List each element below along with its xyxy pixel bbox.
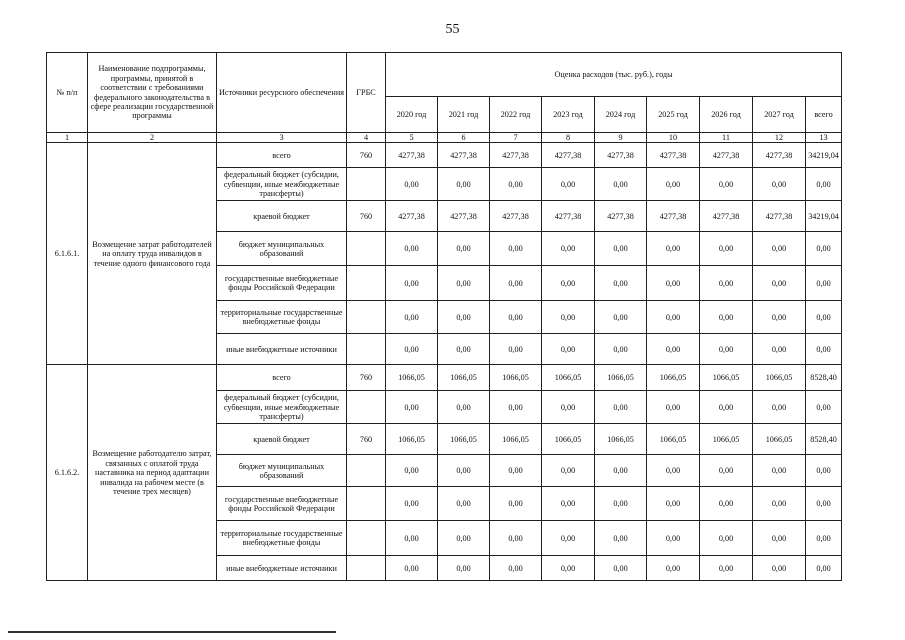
year-value: 0,00 xyxy=(438,521,490,556)
year-value: 1066,05 xyxy=(700,424,753,455)
grbs-code xyxy=(347,521,386,556)
year-value: 1066,05 xyxy=(490,424,542,455)
funding-source: федеральный бюджет (субсидии, субвенции, иные межбюджетные трансферты) xyxy=(217,391,347,424)
year-value: 0,00 xyxy=(595,301,647,334)
year-value: 0,00 xyxy=(386,487,438,521)
year-value: 0,00 xyxy=(438,487,490,521)
year-value: 1066,05 xyxy=(490,365,542,391)
year-value: 0,00 xyxy=(595,487,647,521)
year-value: 0,00 xyxy=(386,391,438,424)
year-value: 0,00 xyxy=(753,521,806,556)
year-value: 0,00 xyxy=(647,168,700,201)
header-total: всего xyxy=(806,97,842,133)
year-value: 1066,05 xyxy=(386,424,438,455)
year-value: 0,00 xyxy=(595,455,647,487)
grbs-code: 760 xyxy=(347,201,386,232)
column-number: 5 xyxy=(386,133,438,143)
total-value: 0,00 xyxy=(806,334,842,365)
year-value: 0,00 xyxy=(438,168,490,201)
year-value: 0,00 xyxy=(700,334,753,365)
year-value: 4277,38 xyxy=(438,201,490,232)
year-value: 0,00 xyxy=(438,556,490,581)
year-value: 0,00 xyxy=(386,168,438,201)
year-value: 4277,38 xyxy=(542,143,595,168)
footer-rule xyxy=(8,631,336,633)
year-value: 1066,05 xyxy=(438,424,490,455)
header-year: 2022 год xyxy=(490,97,542,133)
year-value: 0,00 xyxy=(647,455,700,487)
section-code: 6.1.6.1. xyxy=(47,143,88,365)
grbs-code xyxy=(347,232,386,266)
grbs-code xyxy=(347,556,386,581)
total-value: 34219,04 xyxy=(806,143,842,168)
funding-source: бюджет муниципальных образований xyxy=(217,232,347,266)
year-value: 0,00 xyxy=(595,168,647,201)
year-value: 4277,38 xyxy=(753,201,806,232)
column-number-row xyxy=(47,133,842,143)
section-name: Возмещение работодателю затрат, связанных с оплатой труда наставника на период адаптации инвалида на рабочем месте (в течение трех месяцев) xyxy=(88,365,217,581)
grbs-code xyxy=(347,487,386,521)
year-value: 0,00 xyxy=(753,266,806,301)
year-value: 1066,05 xyxy=(647,424,700,455)
header-year: 2021 год xyxy=(438,97,490,133)
year-value: 0,00 xyxy=(490,334,542,365)
column-number: 10 xyxy=(647,133,700,143)
year-value: 1066,05 xyxy=(753,365,806,391)
total-value: 0,00 xyxy=(806,391,842,424)
funding-source: краевой бюджет xyxy=(217,201,347,232)
year-value: 0,00 xyxy=(438,334,490,365)
column-number: 1 xyxy=(47,133,88,143)
year-value: 1066,05 xyxy=(700,365,753,391)
column-number: 9 xyxy=(595,133,647,143)
year-value: 4277,38 xyxy=(700,143,753,168)
year-value: 0,00 xyxy=(753,168,806,201)
year-value: 0,00 xyxy=(647,232,700,266)
year-value: 0,00 xyxy=(490,391,542,424)
year-value: 0,00 xyxy=(386,232,438,266)
column-number: 7 xyxy=(490,133,542,143)
column-number: 3 xyxy=(217,133,347,143)
year-value: 0,00 xyxy=(386,266,438,301)
year-value: 0,00 xyxy=(753,455,806,487)
year-value: 0,00 xyxy=(542,487,595,521)
column-number: 4 xyxy=(347,133,386,143)
header-year: 2023 год xyxy=(542,97,595,133)
total-value: 0,00 xyxy=(806,521,842,556)
column-number: 13 xyxy=(806,133,842,143)
year-value: 0,00 xyxy=(438,455,490,487)
funding-source: краевой бюджет xyxy=(217,424,347,455)
year-value: 0,00 xyxy=(542,391,595,424)
year-value: 0,00 xyxy=(438,266,490,301)
year-value: 0,00 xyxy=(700,391,753,424)
funding-source: государственные внебюджетные фонды Российской Федерации xyxy=(217,266,347,301)
year-value: 0,00 xyxy=(542,168,595,201)
year-value: 0,00 xyxy=(647,301,700,334)
total-value: 0,00 xyxy=(806,266,842,301)
year-value: 0,00 xyxy=(386,301,438,334)
section-name: Возмещение затрат работодателей на оплату труда инвалидов в течение одного финансового года xyxy=(88,143,217,365)
year-value: 4277,38 xyxy=(386,143,438,168)
year-value: 0,00 xyxy=(438,232,490,266)
year-value: 0,00 xyxy=(595,521,647,556)
year-value: 0,00 xyxy=(595,266,647,301)
header-year: 2027 год xyxy=(753,97,806,133)
year-value: 0,00 xyxy=(490,232,542,266)
year-value: 0,00 xyxy=(595,391,647,424)
year-value: 4277,38 xyxy=(753,143,806,168)
page-number: 55 xyxy=(445,22,460,37)
year-value: 0,00 xyxy=(490,455,542,487)
year-value: 0,00 xyxy=(386,334,438,365)
funding-source: всего xyxy=(217,143,347,168)
total-value: 34219,04 xyxy=(806,201,842,232)
year-value: 0,00 xyxy=(753,334,806,365)
year-value: 0,00 xyxy=(490,301,542,334)
year-value: 0,00 xyxy=(490,521,542,556)
year-value: 4277,38 xyxy=(595,143,647,168)
year-value: 4277,38 xyxy=(386,201,438,232)
header-estimate: Оценка расходов (тыс. руб.), годы xyxy=(386,53,842,97)
year-value: 4277,38 xyxy=(490,143,542,168)
grbs-code xyxy=(347,301,386,334)
year-value: 0,00 xyxy=(542,232,595,266)
year-value: 0,00 xyxy=(542,556,595,581)
funding-source: государственные внебюджетные фонды Российской Федерации xyxy=(217,487,347,521)
year-value: 0,00 xyxy=(647,334,700,365)
year-value: 0,00 xyxy=(542,334,595,365)
year-value: 1066,05 xyxy=(438,365,490,391)
section-code: 6.1.6.2. xyxy=(47,365,88,581)
year-value: 0,00 xyxy=(753,232,806,266)
year-value: 4277,38 xyxy=(647,201,700,232)
year-value: 0,00 xyxy=(753,487,806,521)
funding-source: территориальные государственные внебюджетные фонды xyxy=(217,521,347,556)
column-number: 2 xyxy=(88,133,217,143)
funding-source: всего xyxy=(217,365,347,391)
total-value: 0,00 xyxy=(806,232,842,266)
year-value: 4277,38 xyxy=(438,143,490,168)
year-value: 1066,05 xyxy=(595,424,647,455)
year-value: 0,00 xyxy=(700,556,753,581)
year-value: 0,00 xyxy=(595,232,647,266)
funding-source: иные внебюджетные источники xyxy=(217,556,347,581)
year-value: 0,00 xyxy=(700,266,753,301)
year-value: 0,00 xyxy=(753,556,806,581)
year-value: 0,00 xyxy=(542,266,595,301)
table-row xyxy=(47,365,842,391)
year-value: 0,00 xyxy=(700,301,753,334)
year-value: 0,00 xyxy=(438,391,490,424)
header-program-name: Наименование подпрограммы, программы, принятой в соответствии с требованиями федерального законодательства в сфере реализации государственной программы xyxy=(88,53,217,133)
year-value: 0,00 xyxy=(647,487,700,521)
year-value: 0,00 xyxy=(647,266,700,301)
total-value: 0,00 xyxy=(806,556,842,581)
grbs-code: 760 xyxy=(347,424,386,455)
year-value: 4277,38 xyxy=(647,143,700,168)
header-number: № п/п xyxy=(47,53,88,133)
year-value: 0,00 xyxy=(542,521,595,556)
funding-source: бюджет муниципальных образований xyxy=(217,455,347,487)
year-value: 1066,05 xyxy=(595,365,647,391)
year-value: 0,00 xyxy=(700,168,753,201)
column-number: 8 xyxy=(542,133,595,143)
year-value: 0,00 xyxy=(490,556,542,581)
total-value: 0,00 xyxy=(806,168,842,201)
funding-source: территориальные государственные внебюджетные фонды xyxy=(217,301,347,334)
year-value: 4277,38 xyxy=(542,201,595,232)
year-value: 1066,05 xyxy=(542,424,595,455)
grbs-code xyxy=(347,334,386,365)
header-year: 2026 год xyxy=(700,97,753,133)
grbs-code xyxy=(347,455,386,487)
grbs-code: 760 xyxy=(347,143,386,168)
year-value: 1066,05 xyxy=(542,365,595,391)
year-value: 0,00 xyxy=(386,455,438,487)
total-value: 8528,40 xyxy=(806,365,842,391)
year-value: 4277,38 xyxy=(595,201,647,232)
year-value: 0,00 xyxy=(647,556,700,581)
total-value: 0,00 xyxy=(806,487,842,521)
column-number: 12 xyxy=(753,133,806,143)
year-value: 0,00 xyxy=(700,487,753,521)
year-value: 4277,38 xyxy=(490,201,542,232)
grbs-code xyxy=(347,168,386,201)
year-value: 0,00 xyxy=(542,455,595,487)
grbs-code: 760 xyxy=(347,365,386,391)
column-number: 6 xyxy=(438,133,490,143)
column-number: 11 xyxy=(700,133,753,143)
grbs-code xyxy=(347,391,386,424)
year-value: 1066,05 xyxy=(647,365,700,391)
header-year: 2024 год xyxy=(595,97,647,133)
funding-source: иные внебюджетные источники xyxy=(217,334,347,365)
total-value: 0,00 xyxy=(806,301,842,334)
total-value: 0,00 xyxy=(806,455,842,487)
budget-table xyxy=(46,52,842,581)
total-value: 8528,40 xyxy=(806,424,842,455)
year-value: 0,00 xyxy=(490,168,542,201)
year-value: 0,00 xyxy=(386,556,438,581)
year-value: 0,00 xyxy=(542,301,595,334)
year-value: 0,00 xyxy=(595,556,647,581)
year-value: 1066,05 xyxy=(753,424,806,455)
year-value: 0,00 xyxy=(647,521,700,556)
year-value: 0,00 xyxy=(700,455,753,487)
year-value: 0,00 xyxy=(595,334,647,365)
year-value: 1066,05 xyxy=(386,365,438,391)
year-value: 0,00 xyxy=(490,487,542,521)
header-source: Источники ресурсного обеспечения xyxy=(217,53,347,133)
header-year: 2020 год xyxy=(386,97,438,133)
year-value: 0,00 xyxy=(753,391,806,424)
year-value: 0,00 xyxy=(700,521,753,556)
header-year: 2025 год xyxy=(647,97,700,133)
grbs-code xyxy=(347,266,386,301)
year-value: 0,00 xyxy=(647,391,700,424)
year-value: 4277,38 xyxy=(700,201,753,232)
year-value: 0,00 xyxy=(753,301,806,334)
year-value: 0,00 xyxy=(386,521,438,556)
table-row xyxy=(47,143,842,168)
funding-source: федеральный бюджет (субсидии, субвенции, иные межбюджетные трансферты) xyxy=(217,168,347,201)
year-value: 0,00 xyxy=(490,266,542,301)
year-value: 0,00 xyxy=(438,301,490,334)
header-grbs: ГРБС xyxy=(347,53,386,133)
year-value: 0,00 xyxy=(700,232,753,266)
